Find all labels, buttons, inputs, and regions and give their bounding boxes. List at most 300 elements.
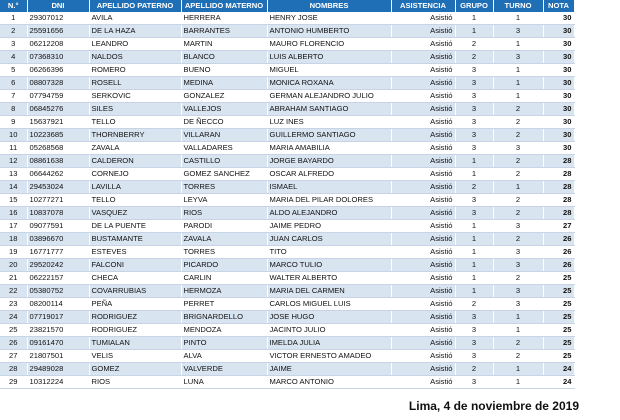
- cell-grupo: 1: [455, 25, 493, 38]
- table-row: [0, 298, 574, 311]
- cell-turno: 2: [493, 207, 543, 220]
- cell-nombres: OSCAR ALFREDO: [267, 168, 391, 181]
- cell-apellido-materno: PERRET: [181, 298, 267, 311]
- cell-apellido-materno: BRIGNARDELLO: [181, 311, 267, 324]
- cell-turno: 2: [493, 233, 543, 246]
- cell-num: 7: [0, 90, 27, 103]
- cell-grupo: 1: [455, 246, 493, 259]
- cell-grupo: 3: [455, 77, 493, 90]
- cell-dni: 10277271: [27, 194, 89, 207]
- cell-asistencia: Asistió: [391, 350, 455, 363]
- cell-turno: 1: [493, 64, 543, 77]
- cell-nota: 30: [543, 129, 574, 142]
- cell-num: 23: [0, 298, 27, 311]
- cell-asistencia: Asistió: [391, 259, 455, 272]
- cell-turno: 2: [493, 103, 543, 116]
- cell-nota: 30: [543, 12, 574, 25]
- cell-turno: 2: [493, 350, 543, 363]
- cell-asistencia: Asistió: [391, 207, 455, 220]
- cell-num: 14: [0, 181, 27, 194]
- cell-nombres: TITO: [267, 246, 391, 259]
- cell-dni: 05268568: [27, 142, 89, 155]
- cell-grupo: 3: [455, 376, 493, 389]
- cell-grupo: 3: [455, 324, 493, 337]
- cell-turno: 2: [493, 155, 543, 168]
- cell-nota: 30: [543, 38, 574, 51]
- table-row: [0, 233, 574, 246]
- cell-turno: 2: [493, 272, 543, 285]
- cell-grupo: 3: [455, 337, 493, 350]
- table-row: [0, 90, 574, 103]
- cell-dni: 29520242: [27, 259, 89, 272]
- column-header-nombres: NOMBRES: [267, 0, 391, 12]
- cell-dni: 07368310: [27, 51, 89, 64]
- cell-grupo: 3: [455, 116, 493, 129]
- cell-asistencia: Asistió: [391, 90, 455, 103]
- cell-dni: 16771777: [27, 246, 89, 259]
- cell-dni: 06212208: [27, 38, 89, 51]
- cell-grupo: 1: [455, 168, 493, 181]
- cell-grupo: 3: [455, 64, 493, 77]
- cell-asistencia: Asistió: [391, 12, 455, 25]
- cell-apellido-paterno: AVILA: [89, 12, 181, 25]
- cell-nombres: ANTONIO HUMBERTO: [267, 25, 391, 38]
- cell-apellido-materno: VILLARAN: [181, 129, 267, 142]
- cell-grupo: 3: [455, 194, 493, 207]
- cell-dni: 29489028: [27, 363, 89, 376]
- cell-asistencia: Asistió: [391, 311, 455, 324]
- cell-apellido-materno: TORRES: [181, 181, 267, 194]
- table-row: [0, 38, 574, 51]
- cell-apellido-materno: CASTILLO: [181, 155, 267, 168]
- cell-dni: 07794759: [27, 90, 89, 103]
- cell-nombres: JAIME PEDRO: [267, 220, 391, 233]
- cell-grupo: 3: [455, 142, 493, 155]
- cell-dni: 07719017: [27, 311, 89, 324]
- cell-apellido-materno: ZAVALA: [181, 233, 267, 246]
- cell-apellido-paterno: DE LA HAZA: [89, 25, 181, 38]
- cell-dni: 06845276: [27, 103, 89, 116]
- cell-nota: 30: [543, 51, 574, 64]
- cell-turno: 1: [493, 363, 543, 376]
- cell-asistencia: Asistió: [391, 51, 455, 64]
- cell-dni: 23821570: [27, 324, 89, 337]
- cell-apellido-materno: GONZALEZ: [181, 90, 267, 103]
- cell-num: 28: [0, 363, 27, 376]
- table-row: [0, 155, 574, 168]
- cell-dni: 09161470: [27, 337, 89, 350]
- cell-nota: 25: [543, 311, 574, 324]
- cell-num: 6: [0, 77, 27, 90]
- table-row: [0, 324, 574, 337]
- cell-turno: 3: [493, 220, 543, 233]
- cell-dni: 06266396: [27, 64, 89, 77]
- cell-nombres: MONICA ROXANA: [267, 77, 391, 90]
- table-row: [0, 350, 574, 363]
- cell-num: 8: [0, 103, 27, 116]
- cell-turno: 3: [493, 285, 543, 298]
- cell-turno: 2: [493, 116, 543, 129]
- cell-grupo: 1: [455, 259, 493, 272]
- cell-apellido-materno: VALLADARES: [181, 142, 267, 155]
- column-header-grupo: GRUPO: [455, 0, 493, 12]
- cell-apellido-paterno: RODRIGUEZ: [89, 324, 181, 337]
- cell-nota: 26: [543, 233, 574, 246]
- table-row: [0, 337, 574, 350]
- cell-nombres: JUAN CARLOS: [267, 233, 391, 246]
- cell-num: 24: [0, 311, 27, 324]
- cell-grupo: 1: [455, 272, 493, 285]
- cell-nota: 25: [543, 298, 574, 311]
- cell-nota: 26: [543, 259, 574, 272]
- cell-nombres: GERMAN ALEJANDRO JULIO: [267, 90, 391, 103]
- table-header: [0, 0, 574, 12]
- cell-turno: 1: [493, 38, 543, 51]
- table-row: [0, 142, 574, 155]
- cell-apellido-paterno: ZAVALA: [89, 142, 181, 155]
- cell-apellido-paterno: SILES: [89, 103, 181, 116]
- cell-apellido-paterno: VELIS: [89, 350, 181, 363]
- cell-turno: 3: [493, 142, 543, 155]
- cell-nota: 25: [543, 272, 574, 285]
- cell-num: 3: [0, 38, 27, 51]
- column-header-num: N.°: [0, 0, 27, 12]
- cell-nombres: IMELDA JULIA: [267, 337, 391, 350]
- cell-apellido-paterno: PEÑA: [89, 298, 181, 311]
- cell-nombres: JACINTO JULIO: [267, 324, 391, 337]
- table-row: [0, 363, 574, 376]
- table-row: [0, 51, 574, 64]
- cell-nombres: VICTOR ERNESTO AMADEO: [267, 350, 391, 363]
- cell-turno: 1: [493, 376, 543, 389]
- table-row: [0, 103, 574, 116]
- table-body: [0, 12, 574, 389]
- cell-asistencia: Asistió: [391, 38, 455, 51]
- cell-nombres: CARLOS MIGUEL LUIS: [267, 298, 391, 311]
- cell-apellido-paterno: GOMEZ: [89, 363, 181, 376]
- cell-asistencia: Asistió: [391, 285, 455, 298]
- cell-apellido-materno: HERMOZA: [181, 285, 267, 298]
- table-row: [0, 12, 574, 25]
- cell-apellido-materno: PINTO: [181, 337, 267, 350]
- cell-nota: 26: [543, 246, 574, 259]
- column-header-apellido-paterno: APELLIDO PATERNO: [89, 0, 181, 12]
- cell-dni: 06222157: [27, 272, 89, 285]
- cell-nombres: JORGE BAYARDO: [267, 155, 391, 168]
- cell-dni: 08200114: [27, 298, 89, 311]
- cell-nombres: HENRY JOSE: [267, 12, 391, 25]
- column-header-apellido-materno: APELLIDO MATERNO: [181, 0, 267, 12]
- table-row: [0, 25, 574, 38]
- cell-nombres: GUILLERMO SANTIAGO: [267, 129, 391, 142]
- cell-dni: 03896670: [27, 233, 89, 246]
- cell-nombres: MARIA DEL PILAR DOLORES: [267, 194, 391, 207]
- cell-asistencia: Asistió: [391, 129, 455, 142]
- cell-nota: 30: [543, 103, 574, 116]
- cell-nota: 24: [543, 363, 574, 376]
- cell-nota: 24: [543, 376, 574, 389]
- cell-num: 11: [0, 142, 27, 155]
- table-row: [0, 207, 574, 220]
- cell-nombres: ABRAHAM SANTIAGO: [267, 103, 391, 116]
- cell-asistencia: Asistió: [391, 103, 455, 116]
- column-header-turno: TURNO: [493, 0, 543, 12]
- column-header-nota: NOTA: [543, 0, 574, 12]
- cell-nota: 30: [543, 142, 574, 155]
- cell-num: 5: [0, 64, 27, 77]
- cell-turno: 3: [493, 246, 543, 259]
- cell-nota: 30: [543, 64, 574, 77]
- cell-nota: 25: [543, 285, 574, 298]
- cell-apellido-paterno: DE LA PUENTE: [89, 220, 181, 233]
- cell-num: 20: [0, 259, 27, 272]
- cell-num: 2: [0, 25, 27, 38]
- cell-apellido-materno: VALVERDE: [181, 363, 267, 376]
- cell-num: 22: [0, 285, 27, 298]
- cell-apellido-materno: MENDOZA: [181, 324, 267, 337]
- cell-turno: 2: [493, 129, 543, 142]
- cell-apellido-paterno: CORNEJO: [89, 168, 181, 181]
- cell-nota: 30: [543, 116, 574, 129]
- cell-nombres: LUZ INES: [267, 116, 391, 129]
- cell-dni: 08861638: [27, 155, 89, 168]
- cell-apellido-materno: LEYVA: [181, 194, 267, 207]
- table-row: [0, 311, 574, 324]
- cell-grupo: 3: [455, 350, 493, 363]
- cell-nota: 28: [543, 181, 574, 194]
- cell-grupo: 2: [455, 181, 493, 194]
- cell-apellido-materno: GOMEZ SANCHEZ: [181, 168, 267, 181]
- cell-grupo: 1: [455, 220, 493, 233]
- cell-apellido-materno: ALVA: [181, 350, 267, 363]
- cell-nota: 30: [543, 90, 574, 103]
- cell-num: 4: [0, 51, 27, 64]
- cell-apellido-paterno: RIOS: [89, 376, 181, 389]
- cell-dni: 25591656: [27, 25, 89, 38]
- cell-turno: 3: [493, 25, 543, 38]
- cell-asistencia: Asistió: [391, 298, 455, 311]
- cell-grupo: 1: [455, 233, 493, 246]
- cell-nombres: WALTER ALBERTO: [267, 272, 391, 285]
- cell-dni: 10837078: [27, 207, 89, 220]
- cell-apellido-paterno: FALCONI: [89, 259, 181, 272]
- cell-grupo: 2: [455, 51, 493, 64]
- cell-dni: 08807328: [27, 77, 89, 90]
- cell-dni: 10223685: [27, 129, 89, 142]
- cell-asistencia: Asistió: [391, 25, 455, 38]
- cell-grupo: 2: [455, 38, 493, 51]
- cell-num: 21: [0, 272, 27, 285]
- cell-asistencia: Asistió: [391, 272, 455, 285]
- table-row: [0, 181, 574, 194]
- cell-nombres: ALDO ALEJANDRO: [267, 207, 391, 220]
- header-row: [0, 0, 574, 12]
- cell-nombres: JAIME: [267, 363, 391, 376]
- cell-nombres: ISMAEL: [267, 181, 391, 194]
- cell-nota: 28: [543, 155, 574, 168]
- cell-grupo: 3: [455, 311, 493, 324]
- cell-num: 15: [0, 194, 27, 207]
- cell-dni: 29453024: [27, 181, 89, 194]
- cell-apellido-paterno: NALDOS: [89, 51, 181, 64]
- cell-asistencia: Asistió: [391, 220, 455, 233]
- table-row: [0, 272, 574, 285]
- cell-turno: 2: [493, 168, 543, 181]
- cell-grupo: 2: [455, 298, 493, 311]
- cell-nombres: MIGUEL: [267, 64, 391, 77]
- table-row: [0, 116, 574, 129]
- cell-nota: 30: [543, 77, 574, 90]
- cell-asistencia: Asistió: [391, 181, 455, 194]
- cell-num: 12: [0, 155, 27, 168]
- cell-asistencia: Asistió: [391, 246, 455, 259]
- cell-dni: 29307012: [27, 12, 89, 25]
- cell-apellido-paterno: SERKOVIC: [89, 90, 181, 103]
- cell-asistencia: Asistió: [391, 64, 455, 77]
- cell-apellido-paterno: TUMIALAN: [89, 337, 181, 350]
- cell-num: 10: [0, 129, 27, 142]
- cell-turno: 3: [493, 51, 543, 64]
- cell-apellido-paterno: TELLO: [89, 194, 181, 207]
- cell-apellido-paterno: TELLO: [89, 116, 181, 129]
- column-header-asistencia: ASISTENCIA: [391, 0, 455, 12]
- table-row: [0, 285, 574, 298]
- cell-apellido-materno: DE ÑECCO: [181, 116, 267, 129]
- cell-apellido-materno: RIOS: [181, 207, 267, 220]
- table-row: [0, 376, 574, 389]
- table-row: [0, 220, 574, 233]
- cell-num: 1: [0, 12, 27, 25]
- cell-asistencia: Asistió: [391, 155, 455, 168]
- cell-apellido-materno: CARLIN: [181, 272, 267, 285]
- cell-apellido-materno: MEDINA: [181, 77, 267, 90]
- cell-apellido-paterno: ROMERO: [89, 64, 181, 77]
- cell-num: 29: [0, 376, 27, 389]
- cell-nombres: MARIA AMABILIA: [267, 142, 391, 155]
- cell-apellido-materno: TORRES: [181, 246, 267, 259]
- cell-apellido-materno: HERRERA: [181, 12, 267, 25]
- cell-num: 25: [0, 324, 27, 337]
- cell-grupo: 2: [455, 363, 493, 376]
- cell-dni: 10312224: [27, 376, 89, 389]
- cell-asistencia: Asistió: [391, 233, 455, 246]
- cell-num: 18: [0, 233, 27, 246]
- cell-nombres: MAURO FLORENCIO: [267, 38, 391, 51]
- cell-nota: 25: [543, 337, 574, 350]
- cell-dni: 21807501: [27, 350, 89, 363]
- cell-grupo: 1: [455, 285, 493, 298]
- cell-apellido-paterno: BUSTAMANTE: [89, 233, 181, 246]
- cell-nota: 28: [543, 207, 574, 220]
- cell-num: 19: [0, 246, 27, 259]
- cell-asistencia: Asistió: [391, 324, 455, 337]
- cell-asistencia: Asistió: [391, 376, 455, 389]
- cell-apellido-paterno: CHECA: [89, 272, 181, 285]
- cell-asistencia: Asistió: [391, 194, 455, 207]
- cell-nombres: LUIS ALBERTO: [267, 51, 391, 64]
- cell-nombres: MARCO TULIO: [267, 259, 391, 272]
- cell-num: 27: [0, 350, 27, 363]
- cell-grupo: 3: [455, 103, 493, 116]
- cell-asistencia: Asistió: [391, 168, 455, 181]
- cell-turno: 1: [493, 90, 543, 103]
- cell-asistencia: Asistió: [391, 337, 455, 350]
- table-row: [0, 194, 574, 207]
- cell-apellido-materno: PARODI: [181, 220, 267, 233]
- cell-grupo: 3: [455, 129, 493, 142]
- cell-apellido-materno: MARTIN: [181, 38, 267, 51]
- cell-nota: 28: [543, 194, 574, 207]
- cell-apellido-materno: PICARDO: [181, 259, 267, 272]
- cell-apellido-paterno: LAVILLA: [89, 181, 181, 194]
- cell-apellido-paterno: THORNBERRY: [89, 129, 181, 142]
- cell-turno: 2: [493, 337, 543, 350]
- cell-num: 13: [0, 168, 27, 181]
- cell-turno: 1: [493, 77, 543, 90]
- cell-asistencia: Asistió: [391, 142, 455, 155]
- cell-num: 9: [0, 116, 27, 129]
- cell-apellido-materno: BLANCO: [181, 51, 267, 64]
- cell-dni: 09077591: [27, 220, 89, 233]
- table-row: [0, 64, 574, 77]
- cell-dni: 15637921: [27, 116, 89, 129]
- table-row: [0, 129, 574, 142]
- cell-grupo: 3: [455, 207, 493, 220]
- cell-apellido-paterno: ROSELL: [89, 77, 181, 90]
- table-row: [0, 259, 574, 272]
- cell-apellido-paterno: COVARRUBIAS: [89, 285, 181, 298]
- cell-apellido-paterno: VASQUEZ: [89, 207, 181, 220]
- cell-grupo: 1: [455, 12, 493, 25]
- cell-nombres: MARCO ANTONIO: [267, 376, 391, 389]
- cell-apellido-paterno: CALDERON: [89, 155, 181, 168]
- cell-nota: 28: [543, 168, 574, 181]
- date-line: Lima, 4 de noviembre de 2019: [408, 399, 579, 413]
- cell-dni: 05380752: [27, 285, 89, 298]
- table-row: [0, 246, 574, 259]
- cell-nota: 27: [543, 220, 574, 233]
- cell-grupo: 3: [455, 90, 493, 103]
- cell-turno: 3: [493, 259, 543, 272]
- cell-asistencia: Asistió: [391, 363, 455, 376]
- cell-nota: 30: [543, 25, 574, 38]
- table-row: [0, 168, 574, 181]
- cell-turno: 2: [493, 194, 543, 207]
- cell-apellido-paterno: LEANDRO: [89, 38, 181, 51]
- cell-asistencia: Asistió: [391, 77, 455, 90]
- cell-turno: 1: [493, 181, 543, 194]
- cell-apellido-materno: LUNA: [181, 376, 267, 389]
- column-header-dni: DNI: [27, 0, 89, 12]
- cell-apellido-materno: BARRANTES: [181, 25, 267, 38]
- cell-turno: 1: [493, 12, 543, 25]
- cell-apellido-materno: VALLEJOS: [181, 103, 267, 116]
- cell-nota: 25: [543, 324, 574, 337]
- cell-num: 16: [0, 207, 27, 220]
- cell-nombres: MARIA DEL CARMEN: [267, 285, 391, 298]
- cell-turno: 3: [493, 298, 543, 311]
- cell-nota: 25: [543, 350, 574, 363]
- table-row: [0, 77, 574, 90]
- cell-turno: 1: [493, 324, 543, 337]
- cell-nombres: JOSE HUGO: [267, 311, 391, 324]
- cell-num: 17: [0, 220, 27, 233]
- cell-apellido-materno: BUENO: [181, 64, 267, 77]
- cell-asistencia: Asistió: [391, 116, 455, 129]
- cell-grupo: 1: [455, 155, 493, 168]
- cell-apellido-paterno: ESTEVES: [89, 246, 181, 259]
- cell-dni: 06644262: [27, 168, 89, 181]
